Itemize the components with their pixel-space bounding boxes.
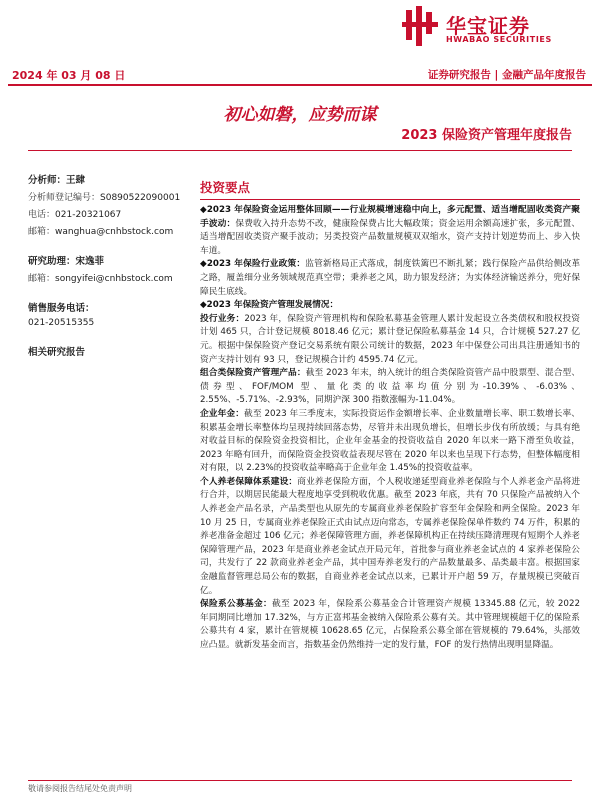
paragraph-policy-lead: ◆2023 年保险行业政策：: [200, 259, 306, 270]
footer-disclaimer: 敬请参阅报告结尾处免责声明: [28, 784, 132, 793]
report-header-bar: [8, 64, 592, 84]
paragraph-investment-banking: [200, 313, 580, 367]
paragraph-portfolio-text: 截至 2023 年末，纳入统计的组合类保险资管产品中股票型、混合型、债券型、FOF/MOM 型、量化类的收益率均值分别为-10.39%、-6.03%、2.55%、-5.71%、-2.93%，同期沪深 300 指数涨幅为-11.04%。: [200, 368, 581, 406]
paragraph-annuity-text: 截至 2023 年三季度末，实际投资运作金额增长率、企业数量增长率、职工数增长率、积累基金增长率整体均呈现持续回落态势，尽管并未出现负增长，但增长步伐有所放缓；与具有绝对收益目标的保险资金投资相比，企业年金基金的投资收益自 2020 年以来一路下滑至负收益，2023 年略有回升，而保险资金投资收益表现尽管在 2020 年以来也呈现下行态势，但整体幅度相对有限，以 2.23%的投资收益率略高于企业年金 1.45%的投资收益率。: [200, 408, 580, 474]
report-main-title: 初心如磐，应势而谋: [223, 105, 377, 125]
analyst-cert: [28, 190, 188, 203]
brand-name-cn: 华宝证券: [446, 14, 530, 38]
paragraph-development-lead: ◆2023 年保险资产管理发展情况：: [200, 300, 339, 311]
brand-logo: [402, 4, 592, 48]
analyst-email: [28, 224, 188, 237]
paragraph-development-heading: [200, 299, 580, 313]
paragraph-policy-text: 监管新格局正式落成，制度铁篱巴不断扎紧；践行保险产品供给侧改革之路，履盖细分业务领域规范真空带；秉养老之风，助力银发经济；为实体经济输送养分，兜好保障民生底线。: [200, 259, 581, 297]
header-divider: [8, 84, 592, 86]
paragraph-annuity-lead: 企业年金：: [200, 408, 245, 419]
brand-name-en: HWABAO SECURITIES: [446, 35, 552, 44]
sales-phone-value: 021-20515355: [28, 318, 95, 328]
sales-phone-label: 销售服务电话：: [28, 303, 95, 314]
paragraph-funds-text: 截至 2023 年，保险系公募基金合计管理资产规模 13345.88 亿元，较 2022 年同期同比增加 17.32%，与方正富邦基金被纳入保险系公募有关。其中管理规模超千亿的保险系公募共有 4 家，累计在管规模 10628.65 亿元，占保险系公募全部在管规模的 79.64%，头部效应凸显。就新发基金而言，指数基金仍然维持一定的发行量，FOF 的发行热情出现明显降温。: [200, 599, 581, 650]
paragraph-overview-text: 保费收入持升态势不改，健康险保费占比大幅政策；资金运用余额高速扩张，多元配置、适当增配固收类资产聚手波动；另类投资产品数量规模双双缩水，资产支持计划逆势而上、步入快车道。: [200, 218, 581, 256]
analyst-email-value[interactable]: wanghua@cnhbstock.com: [55, 227, 174, 237]
paragraph-pension-lead: 个人养老保障体系建设：: [200, 476, 298, 487]
paragraph-portfolio-products: [200, 367, 580, 408]
assistant-email: [28, 271, 188, 284]
footer-divider: [28, 780, 572, 781]
title-divider: [28, 150, 572, 151]
author-sidebar: [28, 172, 188, 358]
paragraph-overview: [200, 204, 580, 258]
paragraph-ib-text: 2023 年，保险资产管理机构和保险私募基金管理人累计发起设立各类债权和股权投资计划 465 只，合计登记规模 8018.46 亿元；累计登记保险私募基金 14 只，合计规模 527.27 亿元。根据中保保险资产登记交易系统有限公司统计的数据，2023 年中保登公司出具注册通知书的资产支持计划有 93 只，登记规模合计约 4595.74 亿元。: [200, 313, 580, 365]
related-reports-heading: 相关研究报告: [28, 347, 86, 358]
paragraph-insurance-funds: [200, 598, 580, 652]
report-subtitle: 2023 保险资产管理年度报告: [401, 128, 572, 143]
analyst-name: 分析师：王肆: [28, 175, 86, 186]
analyst-cert-key: 分析师登记编号：: [28, 193, 101, 203]
analyst-cert-value: S0890522090001: [100, 193, 181, 203]
paragraph-pension-text: 商业养老保险方面，个人税收递延型商业养老保险与个人养老金产品将进行合并，以期居民能最大程度地享受到税收优惠。截至 2023 年底，共有 70 只保险产品被纳入个人养老金产品名录，产品类型也从原先的专属商业养老保险扩容至年金保险和两全保险。2023 年 10 月 25 日，专属商业养老保险正式由试点迈向常态，专属养老保险保单件数约 74 万件，积累的养老准备金超过 106 亿元；养老保障管理方面，养老保障机构正在持续压降清理现有短期个人养老保障管理产品，2023 年是商业养老金试点开局元年，首批参与商业养老金试点的 4 家养老保险公司，共发行了 22 款商业养老金产品，其中国寿养老发行的产品数量最多、品类最丰富。根据国家金融监督管理总局公布的数据，自商业养老金试点以来，已累计开户超 59 万，存量规模已突破百亿。: [200, 476, 581, 596]
analyst-email-key: 邮箱：: [28, 227, 56, 237]
paragraph-portfolio-lead: 组合类保险资产管理产品：: [200, 368, 306, 379]
paragraph-policy: [200, 258, 580, 299]
paragraph-personal-pension: [200, 476, 580, 598]
analyst-phone-key: 电话：: [28, 210, 56, 220]
paragraph-ib-lead: 投行业务：: [200, 313, 245, 324]
analyst-phone-value: 021-20321067: [55, 210, 122, 220]
assistant-email-value[interactable]: songyifei@cnhbstock.com: [55, 274, 173, 284]
report-category: 证券研究报告 | 金融产品年度报告: [427, 69, 586, 81]
paragraph-enterprise-annuity: [200, 408, 580, 476]
report-body: [200, 178, 580, 653]
section-title-highlights: 投资要点: [200, 178, 580, 200]
hwabao-logo-icon: [402, 4, 440, 48]
paragraph-overview-lead: ◆2023 年保险资金运用整体回顾——行业规模增速稳中向上，多元配置、适当增配固收类资产聚手波动：: [200, 205, 580, 229]
report-date: 2024 年 03 月 08 日: [12, 69, 126, 82]
paragraph-funds-lead: 保险系公募基金：: [200, 599, 272, 610]
assistant-name: 研究助理：宋逸菲: [28, 256, 105, 267]
analyst-phone: [28, 207, 188, 220]
assistant-email-key: 邮箱：: [28, 274, 56, 284]
